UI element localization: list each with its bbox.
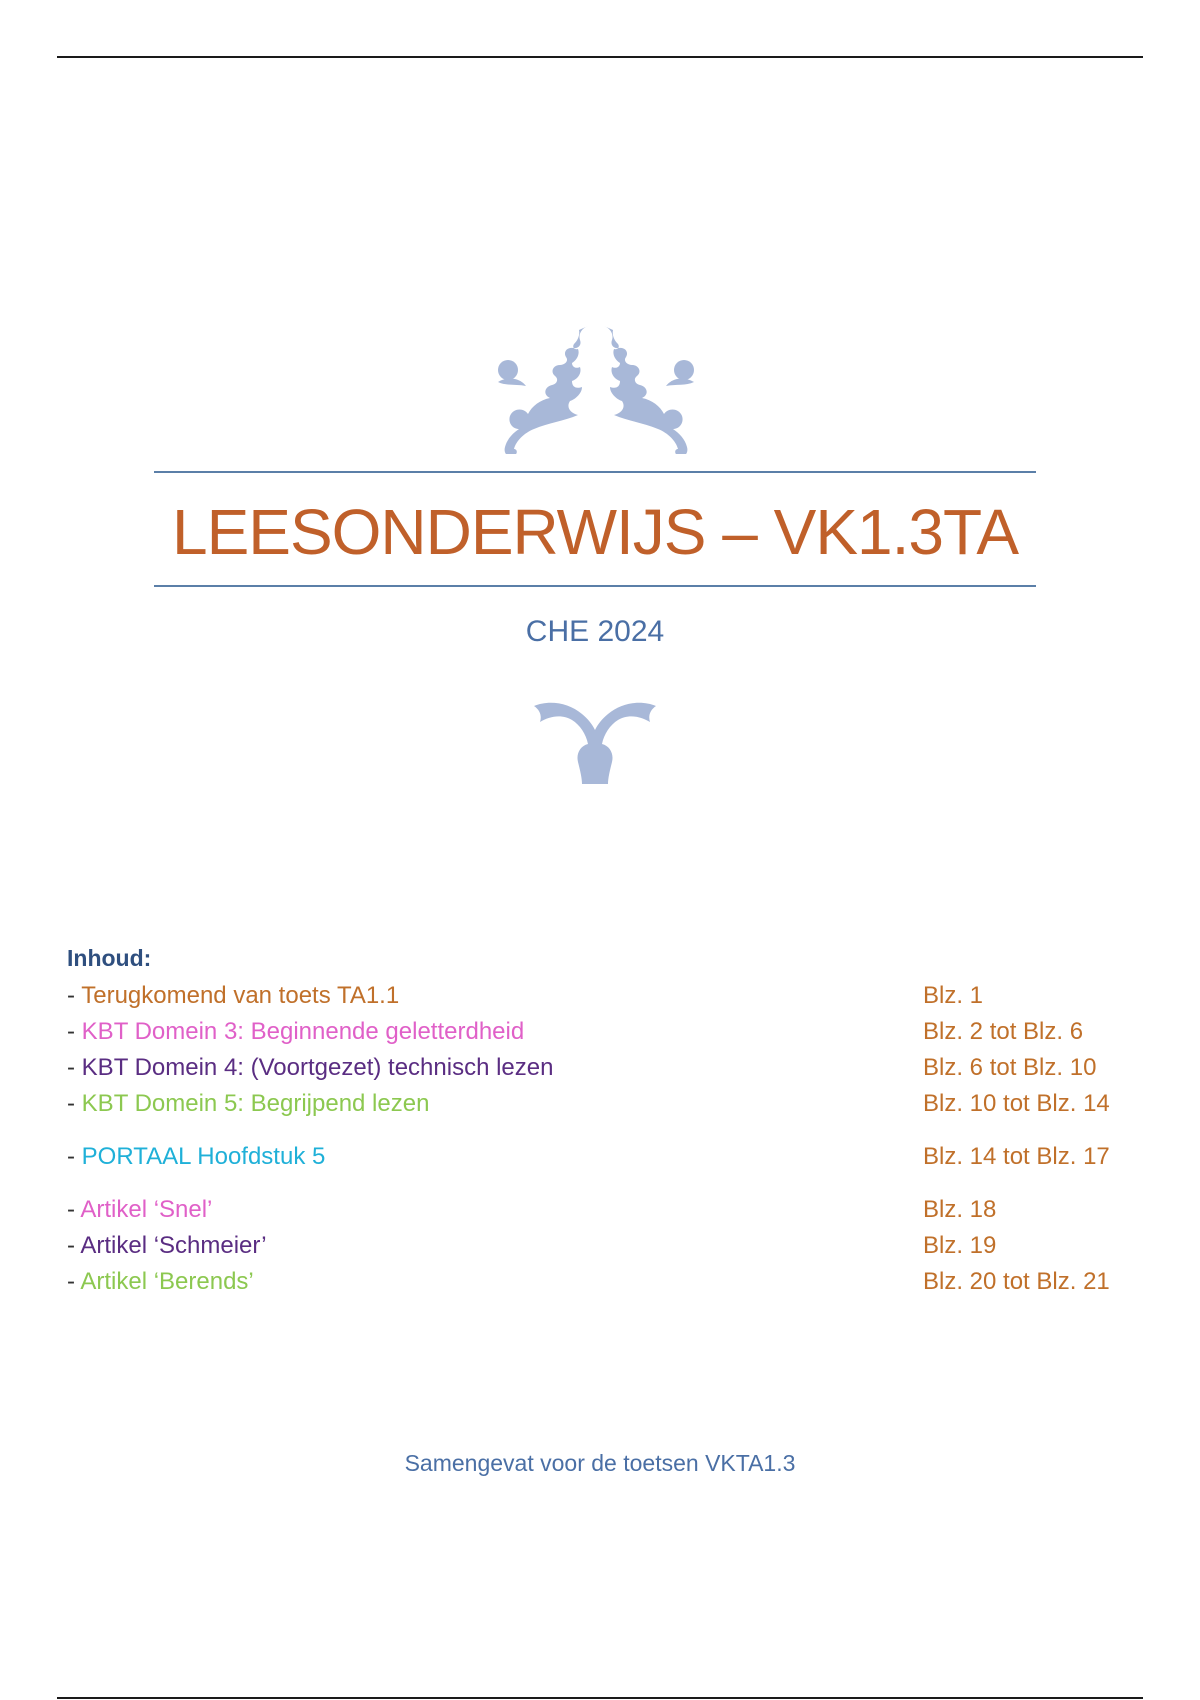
toc-item-domein-5: [67, 1086, 1137, 1122]
toc-item-label: Artikel ‘Schmeier’: [80, 1232, 267, 1259]
toc-dash: -: [67, 1054, 82, 1081]
toc-item-label: KBT Domein 4: (Voortgezet) technisch lezen: [81, 1054, 554, 1081]
toc-item-domein-3: [67, 1014, 1137, 1050]
top-page-rule: [57, 56, 1143, 58]
toc-dash: -: [67, 1232, 81, 1259]
toc-item-pages: Blz. 14 tot Blz. 17: [923, 1143, 1110, 1170]
toc-item-pages: Blz. 18: [923, 1196, 997, 1223]
toc-item-artikel-schmeier: [67, 1228, 1137, 1264]
toc-item-pages: Blz. 20 tot Blz. 21: [923, 1268, 1110, 1295]
toc-item-label: KBT Domein 3: Beginnende geletterdheid: [81, 1018, 525, 1045]
toc-item-terugkomend: [67, 978, 1137, 1014]
summary-note: Samengevat voor de toetsen VKTA1.3: [404, 1450, 796, 1476]
bottom-page-rule: [57, 1697, 1143, 1699]
toc-dash: -: [67, 1143, 82, 1170]
toc-item-pages: Blz. 6 tot Blz. 10: [923, 1054, 1097, 1081]
toc-item-label: Terugkomend van toets TA1.1: [81, 982, 400, 1009]
document-subtitle: CHE 2024: [525, 615, 665, 648]
toc-item-label: PORTAAL Hoofdstuk 5: [81, 1143, 326, 1170]
toc-item-pages: Blz. 19: [923, 1232, 997, 1259]
toc-item-portaal: [67, 1139, 1137, 1175]
document-title: LEESONDERWIJS – VK1.3TA: [171, 496, 1019, 568]
toc-dash: -: [67, 1090, 82, 1117]
title-upper-rule: [154, 471, 1036, 473]
toc-dash: -: [67, 1268, 81, 1295]
toc-item-pages: Blz. 2 tot Blz. 6: [923, 1018, 1084, 1045]
toc-heading: Inhoud:: [67, 945, 152, 971]
toc-dash: -: [67, 982, 82, 1009]
toc-item-pages: Blz. 10 tot Blz. 14: [923, 1090, 1110, 1117]
toc-item-domein-4: [67, 1050, 1137, 1086]
toc-item-pages: Blz. 1: [923, 982, 984, 1009]
floral-scroll-pair-icon: [478, 322, 714, 454]
toc-dash: -: [67, 1196, 81, 1223]
toc-item-label: KBT Domein 5: Begrijpend lezen: [81, 1090, 430, 1117]
toc-item-label: Artikel ‘Berends’: [80, 1268, 254, 1295]
table-of-contents: [67, 941, 1137, 1300]
toc-dash: -: [67, 1018, 82, 1045]
toc-item-artikel-snel: [67, 1192, 1137, 1228]
toc-item-label: Artikel ‘Snel’: [80, 1196, 213, 1223]
toc-item-artikel-berends: [67, 1264, 1137, 1300]
fleur-drop-icon: [530, 700, 660, 786]
title-lower-rule: [154, 585, 1036, 587]
